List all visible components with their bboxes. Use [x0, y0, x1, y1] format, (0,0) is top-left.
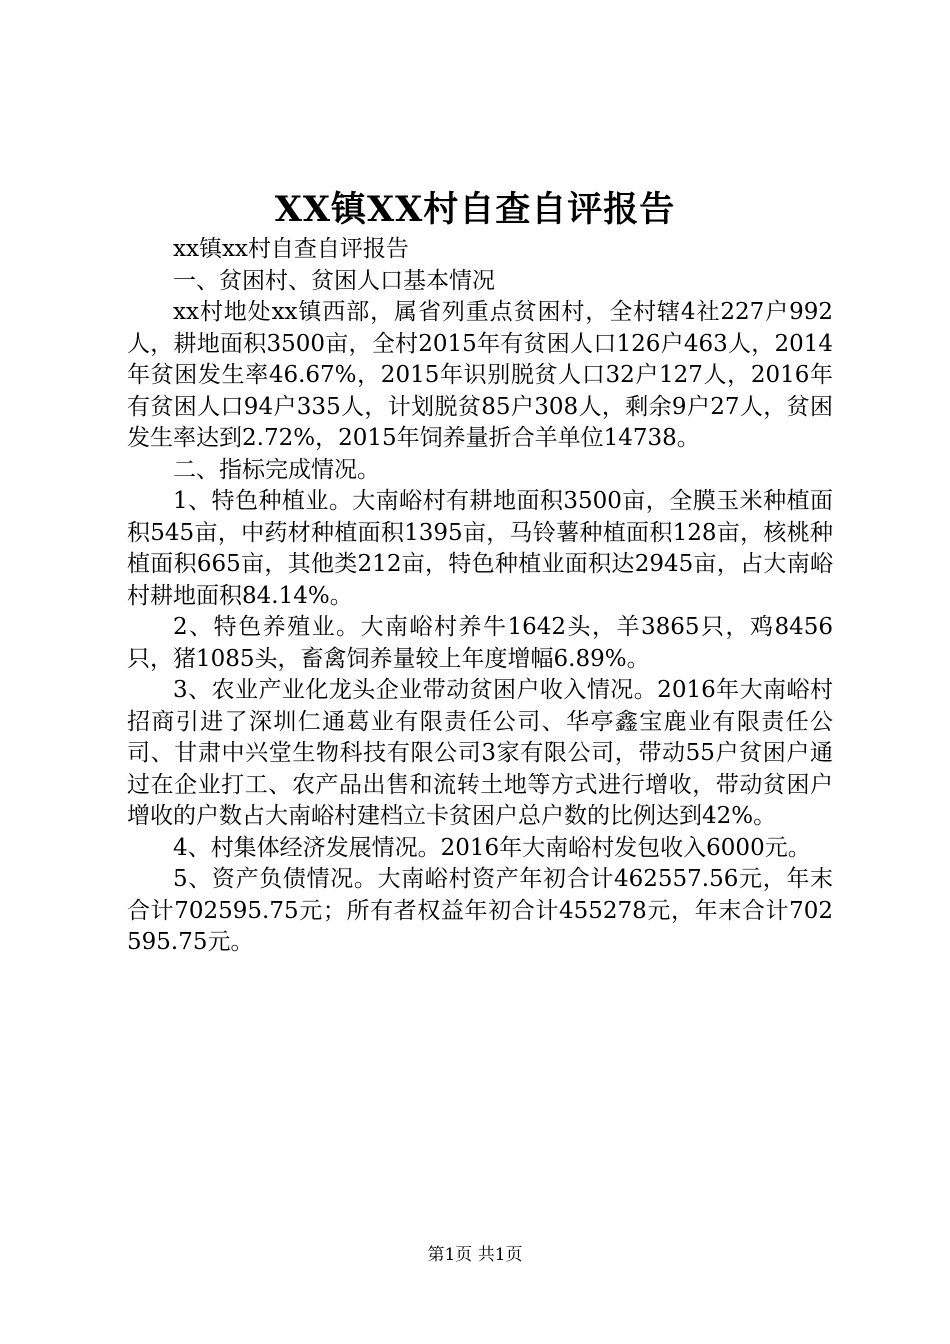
section-heading-indicators: 二、指标完成情况。 [173, 456, 380, 483]
assets-liabilities-paragraph: 5、资产负债情况。大南峪村资产年初合计462557.56元，年末合计702595.75元；所有者权益年初合计455278元，年末合计702595.75元。 [127, 866, 833, 955]
page-footer: 第1页 共1页 [427, 1245, 523, 1265]
collective-economy-paragraph: 4、村集体经济发展情况。2016年大南峪村发包收入6000元。 [173, 834, 811, 861]
document-title: XX镇XX村自查自评报告 [274, 189, 676, 230]
section-heading-basic-situation: 一、贫困村、贫困人口基本情况 [173, 267, 495, 294]
document-body [127, 234, 833, 959]
subtitle-paragraph: xx镇xx村自查自评报告 [173, 236, 409, 262]
enterprise-paragraph: 3、农业产业化龙头企业带动贫困户收入情况。2016年大南峪村招商引进了深圳仁通葛业有限责任公司、华亭鑫宝鹿业有限责任公司、甘肃中兴堂生物科技有限公司3家有限公司，带动55户贫困户通过在企业打工、农产品出售和流转土地等方式进行增收，带动贫困户增收的户数占大南峪村建档立卡贫困户总户数的比例达到42%。 [127, 677, 833, 829]
planting-paragraph: 1、特色种植业。大南峪村有耕地面积3500亩，全膜玉米种植面积545亩，中药材种植面积1395亩，马铃薯种植面积128亩，核桃种植面积665亩，其他类212亩，特色种植业面积达2945亩，占大南峪村耕地面积84.14%。 [127, 488, 833, 609]
breeding-paragraph: 2、特色养殖业。大南峪村养牛1642头，羊3865只，鸡8456只，猪1085头，畜禽饲养量较上年度增幅6.89%。 [127, 614, 833, 672]
basic-situation-paragraph: xx村地处xx镇西部，属省列重点贫困村，全村辖4社227户992人，耕地面积3500亩，全村2015年有贫困人口126户463人，2014年贫困发生率46.67%，2015年识别脱贫人口32户127人，2016年有贫困人口94户335人，计划脱贫85户308人，剩余9户27人，贫困发生率达到2.72%，2015年饲养量折合羊单位14738。 [127, 299, 833, 451]
